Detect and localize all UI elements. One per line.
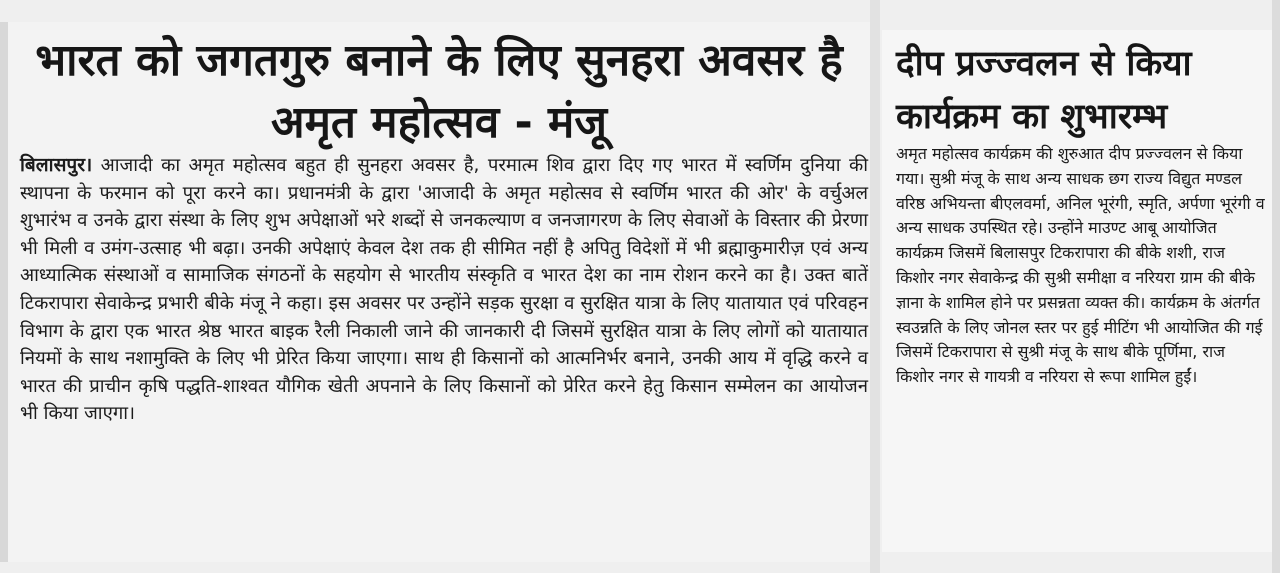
main-article-body [20, 152, 868, 428]
side-article-headline: दीप प्रज्ज्वलन से किया कार्यक्रम का शुभारम्भ [896, 44, 1192, 137]
side-article [882, 30, 1272, 552]
column-divider [870, 0, 880, 573]
main-article [0, 22, 870, 562]
main-article-text: आजादी का अमृत महोत्सव बहुत ही सुनहरा अवसर है, परमात्म शिव द्वारा दिए गए भारत में स्वर्णिम दुनिया की स्थापना के फरमान को पूरा करने का। प्रधानमंत्री के द्वारा 'आजादी के अमृत महोत्सव से स्वर्णिम भारत की ओर' के वर्चुअल शुभारंभ व उनके द्वारा संस्था के लिए शुभ अपेक्षाओं भरे शब्दों से जनकल्याण व जनजागरण के लिए सेवाओं के विस्तार की प्रेरणा भी मिली व उमंग-उत्साह भी बढ़ा। उनकी अपेक्षाएं केवल देश तक ही सीमित नहीं है अपितु विदेशों में भी ब्रह्माकुमारीज़ एवं अन्य आध्यात्मिक संस्थाओं व सामाजिक संगठनों के सहयोग से भारतीय संस्कृति व भारत देश का नाम रोशन करने का है। उक्त बातें टिकरापारा सेवाकेन्द्र प्रभारी बीके मंजू ने कहा। इस अवसर पर उन्होंने सड़क सुरक्षा व सुरक्षित यात्रा के लिए यातायात एवं परिवहन विभाग के द्वारा एक भारत श्रेष्ठ भारत बाइक रैली निकाली जाने की जानकारी दी जिसमें सुरक्षित यात्रा के लिए लोगों को यातायात नियमों के साथ नशामुक्ति के लिए भी प्रेरित किया जाएगा। साथ ही किसानों को आत्मनिर्भर बनाने, उनकी आय में वृद्धि करने व भारत की प्राचीन कृषि पद्धति-शाश्वत यौगिक खेती अपनाने के लिए किसानों को प्रेरित करने हेतु किसान सम्मेलन का आयोजन भी किया जाएगा। [20, 155, 869, 425]
main-article-headline: भारत को जगतगुरु बनाने के लिए सुनहरा अवसर है अमृत महोत्सव - मंजू [35, 35, 843, 148]
dateline: बिलासपुर। [20, 154, 93, 176]
side-article-body: अमृत महोत्सव कार्यक्रम की शुरुआत दीप प्रज्ज्वलन से किया गया। सुश्री मंजू के साथ अन्य साधक छग राज्य विद्युत मण्डल वरिष्ठ अभियन्ता बीएलवर्मा, अनिल भूरंगी, स्मृति, अर्पणा भूरंगी व अन्य साधक उपस्थित रहे। उन्होंने माउण्ट आबू आयोजित कार्यक्रम जिसमें बिलासपुर टिकरापारा की बीके शशी, राज किशोर नगर सेवाकेन्द्र की सुश्री समीक्षा व नरियरा ग्राम की बीके ज्ञाना के शामिल होने पर प्रसन्नता व्यक्त की। कार्यक्रम के अंतर्गत स्वउन्नति के लिए जोनल स्तर पर हुई मीटिंग भी आयोजित की गई जिसमें टिकरापारा से सुश्री मंजू के साथ बीके पूर्णिमा, राज किशोर नगर से गायत्री व नरियरा से रूपा शामिल हुईं। [896, 144, 1265, 387]
page-edge [1272, 0, 1280, 573]
